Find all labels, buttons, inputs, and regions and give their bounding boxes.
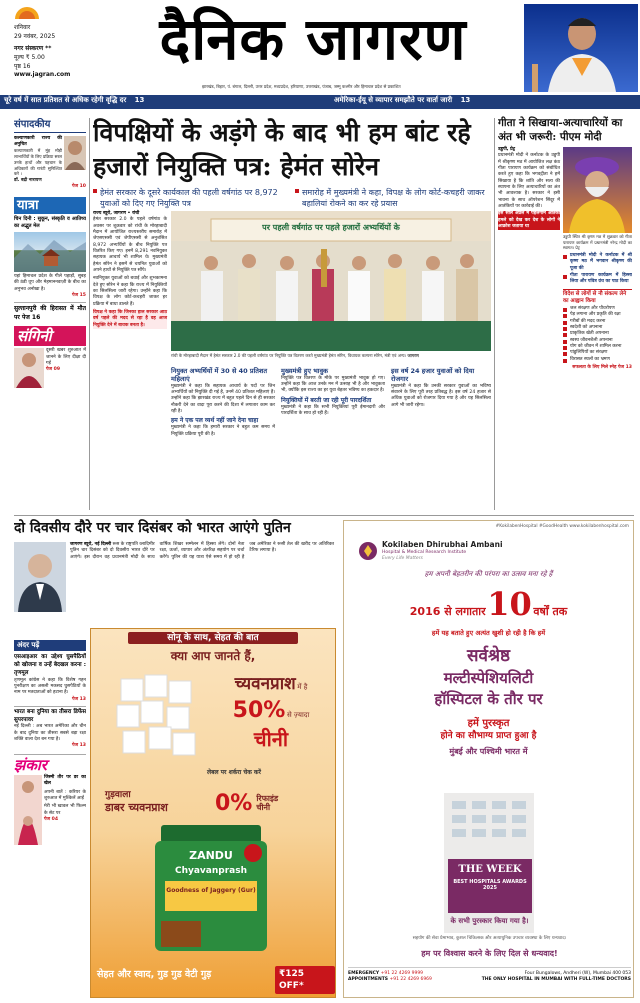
editorial-body: कल्याणकारी में मुंह मोड़ी लाभार्थियों के लिए प्रक्रिया सरल उनके हाथों और पहचान के अधिकारों की गारंटी सुनिश्चित करे ।: [14, 148, 62, 177]
ad1-zero: 0%: [215, 791, 253, 816]
story-c-title[interactable]: इस वर्ष 24 हजार युवाओं को दिया रोजगार: [391, 367, 475, 383]
story-a-sub-body: मुख्यमंत्री ने कहा कि हमारी सरकार ने बहुत कम समय में नियुक्ति प्रक्रिया पूरी की है।: [171, 425, 275, 437]
gita-bullet-1: प्रधानमंत्री मोदी ने कर्नाटक में श्री कृष्ण मठ में भगवान श्रीकृष्ण की पूजा की: [563, 253, 632, 272]
ad2-fulltime: THE ONLY HOSPITAL IN MUMBAI WITH FULL-TIME DOCTORS: [481, 977, 631, 983]
kokilaben-ad[interactable]: [343, 520, 634, 998]
ad1-chini: चीनी: [253, 726, 289, 751]
ad1-bottom: सेहत और स्वाद, गुड गुड वेटी गुड़: [97, 969, 212, 980]
ad2-phone-2[interactable]: +91 22 4269 6969: [389, 977, 432, 983]
teaser-right[interactable]: [334, 96, 470, 105]
editorial-author: डॉ. बद्री नारायण: [14, 178, 42, 184]
masthead: [0, 0, 640, 95]
ad2-multi: मल्टीस्पेशियलिटी: [443, 669, 534, 688]
yatra-title[interactable]: चिन दिनी : सुकून, संस्कृति व आतिथ्य का अद्भुत मेल: [14, 216, 86, 230]
ad2-puraskrit: हमें पुरस्कृत: [467, 717, 510, 729]
ad1-price-tag[interactable]: ₹125 OFF*: [275, 966, 335, 994]
lead-photo-caption: रांची के मोरहाबादी मैदान में हेमंत सरकार 2.0 की पहली वर्षगांठ पर नियुक्ति पत्र वितरण करते मुख्यमंत्री हेमंत सोरेन, विधायक कल्पना सोरेन, मंत्री एवं अन्य।: [171, 353, 407, 358]
ad2-tagline: Every Life Matters: [382, 555, 423, 561]
ad1-chyawanprash: च्यवनप्राश: [234, 674, 296, 694]
ad1-top-banner: सोनू के साथ, सेहत की बात: [128, 632, 298, 644]
story-b-sub: नियुक्तियों में बरती जा रही पूरी पारदर्शिता: [281, 396, 372, 404]
ad1-zyada: से ज़्यादा: [286, 710, 310, 719]
divider: [14, 515, 634, 516]
yatra-photo: [14, 232, 86, 272]
lead-bullet-1: हेमंत सरकार के दूसरे कार्यकाल की पहली वर्षगांठ पर 8,972 युवाओं को दिए गए नियुक्ति पत्र: [93, 187, 289, 209]
lead-photo-credit: जागरण: [407, 353, 419, 358]
gita-list-item: स्वस्थ जीवनशैली अपनाना: [563, 338, 632, 344]
ad2-hospital-sub: Hospital & Medical Research Institute: [382, 549, 467, 555]
gita-bullet-2: गीता पारायण कार्यक्रम में हिस्सा लिया और पवित्र ग्रंथ का पाठ किया: [563, 273, 632, 286]
ad2-line2: हमें यह बताते हुए अत्यंत खुशी हो रही है कि हमें: [431, 628, 546, 637]
ad1-question: क्या आप जानते हैं,: [170, 649, 256, 664]
lead-story: [93, 116, 491, 514]
sultanpur-story[interactable]: सुल्तानपुरी की हिरासत में मौत पर पेज 16: [14, 302, 86, 322]
sangini-photo: [14, 348, 44, 388]
lead-highlight: विपक्ष ने कहा कि जिनका हाल सरकार आठ वर्ष पहले की मदद से रहा है वह आज नियुक्ति देने में बाधक बनता है।: [93, 309, 167, 328]
ad1-dzc: डाबर च्यवनप्राश: [105, 801, 168, 814]
gita-byline: उडुपी, प्रेट्र: [498, 147, 516, 152]
yatra-page[interactable]: पेज 15: [71, 293, 86, 299]
week-award-badge: [448, 859, 532, 913]
lead-photo-banner: पर पहली वर्षगांठ पर पहले हजारों अभ्यर्थियों के: [262, 223, 400, 232]
ad2-award: BEST HOSPITALS AWARDS 2025: [453, 878, 527, 892]
left-sidebar: [14, 118, 86, 513]
ad2-line1: हम अपनी बेहतरीन की परंपरा का उत्सव मना रहे हैं: [424, 570, 553, 579]
ad2-hosp: हॉस्पिटल के तौर पर: [434, 689, 543, 708]
newspaper-title: दैनिक जागरण: [159, 5, 467, 73]
story-a-title[interactable]: नियुक्त अभ्यर्थियों में 30 से 40 प्रतिशत महिलाएं: [171, 367, 268, 383]
jagran-logo-icon: [14, 6, 40, 20]
putin-body: रूस के राष्ट्रपति व्लादिमीर पुतिन चार दिसंबर को दो दिवसीय भारत दौरे पर आएंगे। इस दौरान वह प्रधानमंत्री मोदी के साथ वार्षिक शिखर सम्मेलन में हिस्सा लेंगे। दोनों नेता रक्षा, ऊर्जा, व्यापार और अंतरिक्ष सहयोग पर चर्चा करेंगे।: [70, 542, 245, 560]
ad2-week: THE WEEK: [458, 864, 522, 875]
story-a-sub: हम ने एक पल व्यर्थ नहीं जाने देना चाहा: [171, 417, 259, 425]
lead-body-1: हेमंत सरकार 2.0 के पहले वर्षगांठ के अवसर पर शुक्रवार को रांची के मोरहाबादी मैदान में आयोजित राज्यस्तरीय समारोह में जेएसएससी एवं जेपीएससी से अनुशंसित 8,972 अभ्यर्थियों के बीच नियुक्ति पत्र वितरित किए गए। इनमें 8,291 नवनियुक्त सहायक आचार्य भी शामिल थे। मुख्यमंत्री हेमंत सोरेन ने इसमें से चयनित युवाओं को अपने हाथों से नियुक्ति पत्र सौंपे।: [93, 217, 167, 273]
lead-body-2: नवनियुक्त युवाओं को बधाई और शुभकामना देते हुए सोरेन ने कहा कि राज्य में नियुक्तियों का सिलसिला जारी रहेगा। उन्होंने कहा कि विपक्ष के लोग कोर्ट-कचहरी जाकर हर प्रक्रिया में बाधा डालते हैं।: [93, 276, 167, 307]
andar-story-1-body: तृणमूल कांग्रेस ने कहा कि विशेष गहन पुनरीक्षण का असली मकसद घुसपैठियों के नाम पर मतदाताओं को हटाना है।: [14, 677, 86, 696]
teaser-left[interactable]: [4, 96, 144, 105]
gita-list-item: जल संरक्षण और पौधरोपण: [563, 306, 632, 312]
ad2-best: सर्वश्रेष्ठ: [467, 646, 510, 667]
gita-list: [563, 306, 632, 363]
ad2-foot: सहयोग की सेवा प्रेमाभाव, कुशल चिकित्सक और अत्याधुनिक उपचार व्यवस्था के लिए धन्यवाद।: [412, 936, 567, 941]
lead-headline[interactable]: विपक्षियों के अड़ंगे के बाद भी हम बांट रहे हजारों नियुक्ति पत्र: हेमंत सोरेन: [93, 118, 471, 181]
teaser-band: [0, 95, 640, 109]
gita-list-item: योग को जीवन में शामिल करना: [563, 344, 632, 350]
ad1-percent: 50%: [232, 697, 286, 723]
ad2-appointments-label: APPOINTMENTS: [348, 977, 389, 983]
price: मूल्य ₹ 5.00: [14, 54, 45, 62]
story-c: [391, 368, 491, 409]
gita-list-item: प्राकृतिक खेती अपनाना: [563, 331, 632, 337]
regions-line: झारखंड, बिहार, पं. बंगाल, दिल्ली, उत्तर प्रदेश, मध्यप्रदेश, हरियाणा, उत्तराखंड, पंजाब, जम्मू कश्मीर और हिमाचल प्रदेश से प्रकाशित: [202, 84, 401, 89]
ad2-hospital: Kokilaben Dhirubhai Ambani: [382, 539, 503, 549]
putin-photo: [14, 542, 66, 612]
jhankar-photo: [14, 775, 42, 845]
minister-photo: [524, 4, 638, 92]
jhankar-item-3[interactable]: मेरी भी खावल भी फिल्म के सेट पर: [44, 804, 86, 816]
ad2-sbse: के सभी पुरस्कार किया गया है।: [450, 917, 529, 925]
sugar-cubes: [111, 669, 201, 769]
story-b-body: नियुक्ति पत्र वितरण के मौके पर मुख्यमंत्री भावुक हो गए। उन्होंने कहा कि आज उनके मन में उत्साह भी है और भावुकता भी, क्योंकि इस राज्य का हर युवा बेहतर भविष्य का हकदार है।: [281, 375, 385, 394]
gita-list-item: पांडुलिपियों का संरक्षण: [563, 350, 632, 356]
kdah-logo-icon: [358, 541, 378, 561]
sangini-heading: संगिनी: [14, 326, 86, 346]
yatra-heading: यात्रा: [14, 197, 86, 215]
modi-photo: [563, 147, 632, 233]
edition: नगर संस्करण **: [14, 45, 52, 53]
lead-byline: राज्य ब्यूरो, जागरण • रांची: [93, 211, 140, 216]
jhankar-heading: झंकार: [14, 754, 86, 775]
andar-story-1-title[interactable]: एसआइआर का उद्देश्य घुसपैठियों को खोजना व उन्हें बेदखल करना : तृणमूल: [14, 654, 86, 676]
story-b-sub-body: मुख्यमंत्री ने कहा कि सभी नियुक्तियां पूरी ईमानदारी और पारदर्शिता के साथ हो रही हैं।: [281, 404, 385, 417]
editorial-title[interactable]: कल्याणकारी राज्य की अनुचित: [14, 135, 62, 147]
ad2-mumbai: मुंबई और पश्चिमी भारत में: [449, 746, 528, 756]
andar-heading: अंदर पढ़ें: [14, 640, 86, 651]
zandu-ad[interactable]: [90, 628, 336, 998]
gita-highlight: इस साल अप्रैल में पहलगाम आतंकी हमले को देख कर देश के लोगों ने आक्रोश जताया था: [498, 211, 560, 229]
andar-story-2-page[interactable]: पेज 13: [71, 743, 86, 749]
ad1-mein: में है: [297, 683, 308, 691]
ad1-chini-2: चीनी: [256, 802, 271, 812]
teaser-left-text: चूरे वर्ष में सात प्रतिशत से अधिक रहेगी वृद्धि दर: [4, 96, 127, 104]
gita-list-item: स्वदेशी को अपनाना: [563, 325, 632, 331]
ad1-refined: रिफाइंड: [256, 794, 279, 804]
jhankar-item-1[interactable]: जिस्मी तौर पर डर का खेल: [44, 774, 86, 787]
putin-byline: जागरण ब्यूरो, नई दिल्ली: [70, 542, 112, 547]
issue-day: शनिवार: [14, 24, 31, 31]
story-c-body: मुख्यमंत्री ने कहा कि उनकी सरकार युवाओं का भविष्य संवारने के लिए पूरी तरह प्रतिबद्ध है। इस वर्ष 24 हजार से अधिक युवाओं को रोजगार दिया गया है और यह सिलसिला आगे भी जारी रहेगा।: [391, 383, 491, 408]
jhankar-item-2[interactable]: अपनी बातें : करियर के शुरुआत में मुश्किलें आईं: [44, 789, 86, 801]
website-link[interactable]: www.jagran.com: [14, 71, 71, 79]
sampadkiya-heading: संपादकीय: [14, 118, 86, 133]
andar-sidebar: [14, 640, 86, 998]
gita-story: [498, 116, 632, 514]
lead-bullet-2: समारोह में मुख्यमंत्री ने कहा, विपक्ष के लोग कोर्ट-कचहरी जाकर बहालियां रोकने का कर रहे प्रयास: [295, 187, 491, 209]
ad2-address: Four Bungalows, Andheri (W), Mumbai 400 053: [524, 971, 631, 976]
zandu-sub: Goodness of Jaggery (Gur): [166, 887, 256, 894]
gita-headline[interactable]: गीता ने सिखाया-अत्याचारियों का अंत भी जरूरी: पीएम मोदी: [498, 117, 623, 143]
zandu-brand: ZANDU: [189, 849, 233, 862]
issue-date: 29 नवंबर, 2025: [14, 32, 56, 40]
teaser-right-page: 13: [460, 96, 471, 104]
ad2-varsh: वर्षों तक: [533, 605, 568, 619]
sangini-body: दूसरी खबर शुरुआत में जानने के लिए दीक्षा दी गई: [46, 348, 86, 366]
gita-page[interactable]: सफलता के लिए मिले स्नेह पेज 13: [572, 365, 632, 371]
putin-body-2: पुतिन की यह यात्रा ऐसे समय में हो रही है जब अमेरिका ने रूसी तेल की खरीद पर अतिरिक्त टैरिफ लगाया है।: [171, 542, 334, 560]
ad2-hashtags: #KokilabenHospital #GoodHealth www.kokilabenhospital.com: [495, 524, 629, 529]
jhankar-page[interactable]: पेज 04: [44, 816, 59, 822]
ad2-emergency-label: EMERGENCY: [348, 971, 380, 976]
putin-story: [14, 518, 336, 628]
lead-photo: [171, 211, 491, 351]
editorial-page[interactable]: पेज 10: [71, 184, 86, 190]
gita-body: प्रधानमंत्री मोदी ने कर्नाटक के उडुपी में श्रीकृष्ण मठ में आयोजित लक्ष कंठ गीता पारायण कार्यक्रम को संबोधित करते हुए कहा कि भगवद्गीता ने हमें सिखाया है कि शांति और सत्य की स्थापना के लिए अत्याचारियों का अंत भी आवश्यक है। सरकार ने इसी भावना के साथ ऑपरेशन सिंदूर में आतंकियों पर कार्रवाई की।: [498, 153, 560, 209]
gita-list-item: विरासत स्थलों का भ्रमण: [563, 357, 632, 363]
story-b-title[interactable]: मुख्यमंत्री हुए भावुक: [281, 367, 329, 375]
ad2-thanks: हम पर विश्वास करने के लिए दिल से धन्यवाद!: [421, 949, 558, 958]
story-a: [171, 368, 275, 438]
andar-story-2-body: नई दिल्ली : अब भारत अमेरिका और चीन के बाद दुनिया का तीसरा सबसे बड़ा रक्षा शक्ति वाला देश बन गया है।: [14, 724, 86, 742]
gita-list-item: पेड़ लगाना और प्रकृति की रक्षा: [563, 312, 632, 318]
sangini-page[interactable]: पेज 09: [46, 367, 61, 373]
putin-headline[interactable]: दो दिवसीय दौरे पर चार दिसंबर को भारत आएंगे पुतिन: [14, 520, 291, 536]
andar-story-2-title[interactable]: भारत बना दुनिया का तीसरा डिफेंस सुपरपावर: [14, 706, 86, 724]
ad2-saubhagya: होने का सौभाग्य प्राप्त हुआ है: [440, 731, 537, 742]
andar-story-1-page[interactable]: पेज 13: [71, 696, 86, 702]
ad1-gudwala: गुड़वाला: [105, 790, 131, 800]
ad2-phone-1[interactable]: +91 22 4269 9999: [380, 971, 424, 976]
story-a-body: मुख्यमंत्री ने कहा कि सहायक आचार्य के पदों पर जिन अभ्यर्थियों को नियुक्ति दी गई है, उनमें 40 प्रतिशत महिलाएं हैं। उन्होंने कहा कि झारखंड राज्य में बहुत पहले दिन से ही सरकार नौकरी देने का वादा पूरा करने की दिशा में लगातार काम कर रही है।: [171, 383, 275, 414]
editorial-author-photo: [64, 136, 86, 170]
story-b: [281, 368, 385, 418]
teaser-left-page: 13: [134, 96, 145, 104]
divider: [494, 118, 495, 510]
pages: पृष्ठ 16: [14, 62, 31, 70]
yatra-body: यहां हिमाचल प्रदेश के गीले पहाड़ों, सुबह की ठंडी धूप और मेहमाननवाज़ी के बीच का अनुभव अनोखा है।: [14, 274, 86, 292]
ad2-year: 2016 से लगातार: [409, 605, 486, 619]
divider: [89, 118, 90, 510]
gita-list-item: गरीबों की मदद करना: [563, 319, 632, 325]
ad1-label-note: लेबल पर शर्करा चेक करें: [207, 769, 261, 776]
ad2-ten: 10: [487, 585, 532, 624]
zandu-jar: [151, 825, 271, 955]
teaser-right-text: अमेरिका-ईयू से व्यापार समझौते पर वार्ता जारी: [334, 96, 453, 104]
gita-list-title: विदेश से लोगों से नौ संकल्प लेने का आह्वान किया: [563, 289, 632, 306]
zandu-product: Chyavanprash: [174, 866, 248, 876]
modi-photo-caption: उडुपी स्थित श्री कृष्ण मठ में शुक्रवार को गीता पारायण कार्यक्रम में प्रधानमंत्री नरेन्द्र मोदी का स्वागत। प्रेट्र: [563, 234, 632, 251]
